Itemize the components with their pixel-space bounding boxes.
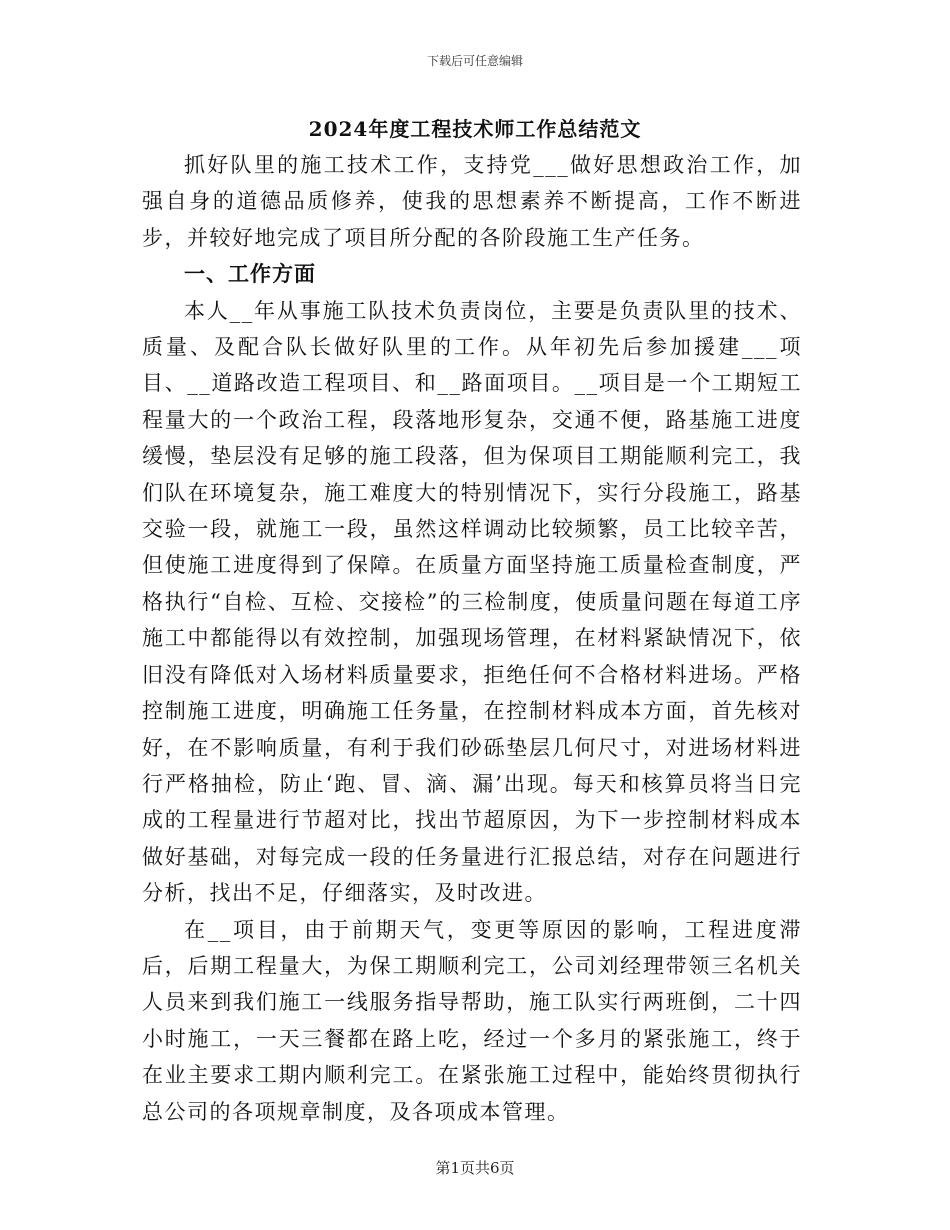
header-note: 下载后可任意编辑 — [426, 54, 523, 68]
paragraph-project-schedule: 在__项目，由于前期天气，变更等原因的影响，工程进度滞后，后期工程量大，为保工期顺利完工，公司刘经理带领三名机关人员来到我们施工一线服务指导帮助，施工队实行两班倒，二十四小时施工，一天三餐都在路上吃，经过一个多月的紧张施工，终于在业主要求工期内顺利完工。在紧张施工过程中，能始终贯彻执行总公司的各项规章制度，及各项成本管理。 — [142, 917, 802, 1124]
section-heading-work: 一、工作方面 — [184, 261, 316, 287]
paragraph-intro: 抓好队里的施工技术工作，支持党___做好思想政治工作，加强自身的道德品质修养，使我的思想素养不断提高，工作不断进步，并较好地完成了项目所分配的各阶段施工生产任务。 — [142, 153, 802, 250]
page-footer: 第1页共6页 — [435, 1159, 515, 1177]
paragraph-work-details: 本人__年从事施工队技术负责岗位，主要是负责队里的技术、质量、及配合队长做好队里的工作。从年初先后参加援建___项目、__道路改造工程项目、和__路面项目。__项目是一个工期短工程量大的一个政治工程，段落地形复杂，交通不便，路基施工进度缓慢，垫层没有足够的施工段落，但为保项目工期能顺利完工，我们队在环境复杂，施工难度大的特别情况下，实行分段施工，路基交验一段，就施工一段，虽然这样调动比较频繁，员工比较辛苦，但使施工进度得到了保障。在质量方面坚持施工质量检查制度，严格执行“自检、互检、交接检”的三检制度，使质量问题在每道工序施工中都能得以有效控制，加强现场管理，在材料紧缺情况下，依旧没有降低对入场材料质量要求，拒绝任何不合格材料进场。严格控制施工进度，明确施工任务量，在控制材料成本方面，首先核对好，在不影响质量，有利于我们砂砾垫层几何尺寸，对进场材料进行严格抽检，防止‘跑、冒、滴、漏’出现。每天和核算员将当日完成的工程量进行节超对比，找出节超原因，为下一步控制材料成本做好基础，对每完成一段的任务量进行汇报总结，对存在问题进行分析，找出不足，仔细落实，及时改进。 — [142, 298, 802, 906]
document-body — [142, 147, 802, 1130]
document-title: 2024年度工程技术师工作总结范文 — [308, 117, 642, 141]
